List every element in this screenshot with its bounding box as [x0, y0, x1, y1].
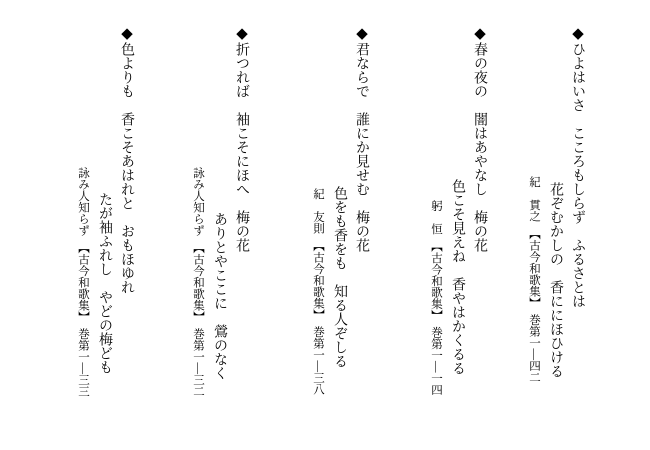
diamond-bullet-icon: ◆: [471, 24, 487, 42]
diamond-bullet-icon: ◆: [233, 24, 249, 42]
poem-5-lower-verse: たが袖ふれし やどの梅ども: [97, 192, 112, 374]
poem-4-lower-verse: ありとやここに 鶯のなく: [212, 212, 227, 380]
poem-5-upper-verse-text: 色よりも 香こそあはれと おもほゆれ: [119, 42, 134, 294]
poem-4-upper-verse: [230, 24, 252, 444]
diamond-bullet-icon: ◆: [569, 24, 585, 42]
poem-5-attribution: 詠み人知らず 【古今和歌集】 巻第一―三三: [77, 167, 89, 397]
poem-1-lower-verse: 花ぞむかしの 香ににほひける: [548, 182, 563, 378]
poem-2-attribution: 躬 恒 【古今和歌集】 巻第一―一四: [430, 200, 442, 396]
poem-1-attribution: 紀 貫之 【古今和歌集】 巻第一―四二: [528, 176, 540, 383]
poem-3-upper-verse-text: 君ならで 誰にか見せむ 梅の花: [354, 42, 369, 252]
poem-1-upper-verse: [566, 24, 588, 444]
poem-3-lower-verse: 色をも香をも 知る人ぞしる: [332, 186, 347, 368]
poem-block-4: [188, 24, 252, 444]
poem-2-lower-verse: 色こそ見えね 香やはかくるる: [450, 179, 465, 375]
poem-block-2: [426, 24, 490, 444]
poem-1-upper-verse-text: ひよはいさ こころもしらず ふるさとは: [570, 42, 585, 308]
poem-2-upper-verse: [468, 24, 490, 444]
poem-5-upper-verse: [115, 24, 137, 444]
poem-4-upper-verse-text: 折つれば 袖こそにほへ 梅の花: [234, 42, 249, 252]
poem-3-attribution: 紀 友則 【古今和歌集】 巻第一―三八: [312, 188, 324, 395]
diamond-bullet-icon: ◆: [118, 24, 134, 42]
poem-block-1: [524, 24, 588, 444]
poem-3-upper-verse: [350, 24, 372, 444]
diamond-bullet-icon: ◆: [353, 24, 369, 42]
poem-block-5: [73, 24, 137, 444]
poem-4-attribution: 詠み人知らず 【古今和歌集】 巻第一―三二: [192, 167, 204, 397]
poem-block-3: [308, 24, 372, 444]
poem-2-upper-verse-text: 春の夜の 闇はあやなし 梅の花: [472, 42, 487, 252]
